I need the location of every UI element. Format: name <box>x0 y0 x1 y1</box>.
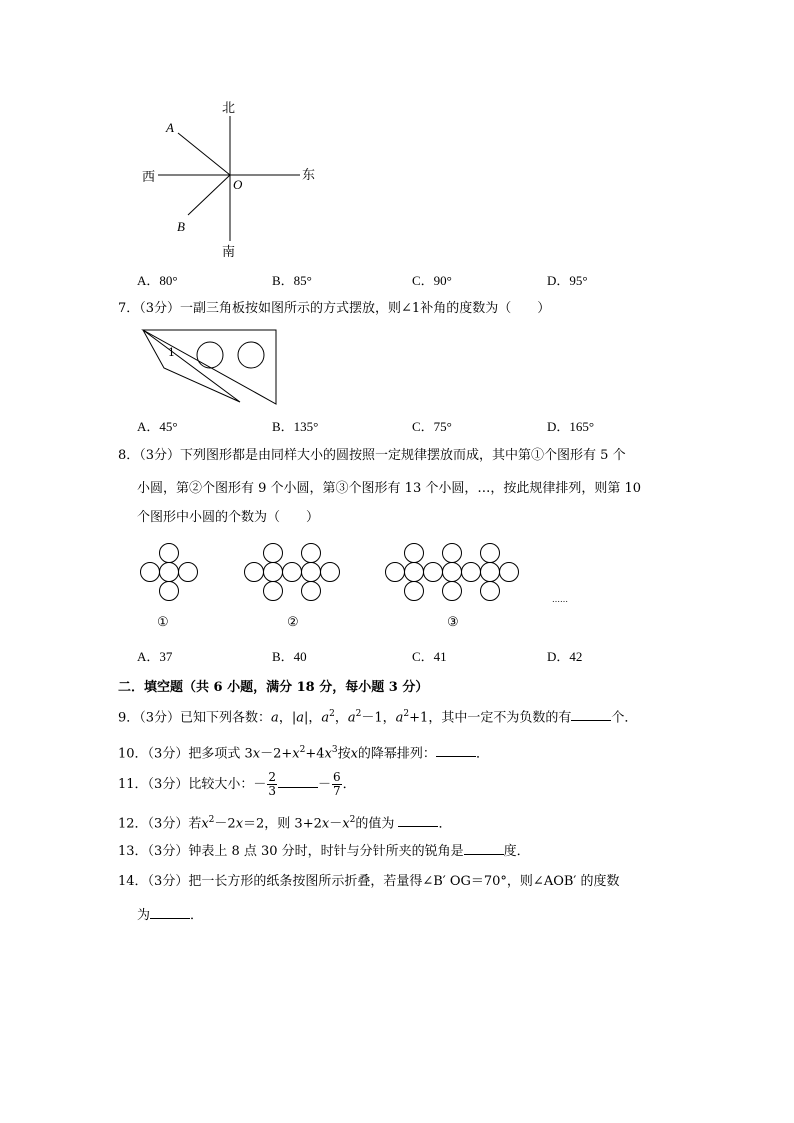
q8-option-b[interactable]: B．40 <box>272 649 307 664</box>
q9-sep3: ， <box>334 710 348 726</box>
q14-answer-blank[interactable] <box>150 906 190 919</box>
pattern-3-circle <box>443 563 462 582</box>
q9-var-a: a <box>271 710 279 726</box>
pattern-3-circle <box>405 582 424 601</box>
q8-stem-line2: 小圆，第②个图形有 9 个小圆，第③个图形有 13 个小圆，…，按此规律排列，则第 10 <box>137 481 642 496</box>
q9-plus1: +1， <box>409 710 442 726</box>
q12-exp1: 2 <box>208 815 215 825</box>
pattern-1-circle <box>160 582 179 601</box>
q9-prefix: 9．（3分）已知下列各数： <box>118 710 272 726</box>
q11-end: ． <box>342 777 356 792</box>
q10-x3: x <box>324 746 332 762</box>
triangle-ruler-2 <box>143 330 240 402</box>
pattern-1-circle <box>179 563 198 582</box>
q12-x4: x <box>342 816 350 832</box>
q9-a-squared-3: a <box>395 710 404 726</box>
pattern-2-circle <box>264 544 283 563</box>
q11-minus: － <box>317 777 331 792</box>
pattern-3-circle <box>462 563 481 582</box>
q12-exp2: 2 <box>349 815 356 825</box>
pattern-3-circle <box>405 544 424 563</box>
label-north: 北 <box>222 101 236 116</box>
compass-diagram <box>130 96 330 266</box>
q9-exp2: 2 <box>355 709 362 719</box>
q14-line2 <box>137 906 203 925</box>
q6-option-a[interactable]: A．80° <box>137 273 178 288</box>
hole-left <box>197 342 223 368</box>
q6-figure <box>130 96 330 266</box>
q12-t3: － <box>329 816 343 832</box>
q9-end: 个． <box>611 710 638 726</box>
pattern-1-circle <box>141 563 160 582</box>
label-west: 西 <box>142 170 156 185</box>
q8-stem-line3: 个图形中小圆的个数为（ ） <box>137 510 320 525</box>
circle-pattern-diagram <box>136 540 536 635</box>
q7-stem: 7．（3分）一副三角板按如图所示的方式摆放，则∠1补角的度数为（ ） <box>118 301 551 316</box>
pattern-3-circle <box>481 582 500 601</box>
q12 <box>118 811 451 833</box>
q7-option-c[interactable]: C．75° <box>412 419 452 434</box>
q13-end: 度． <box>503 844 530 859</box>
pattern-2-circle <box>283 563 302 582</box>
label-O: O <box>233 177 243 192</box>
q9-exp3: 2 <box>403 709 410 719</box>
section-2-title: 二．填空题（共 6 小题，满分 18 分，每小题 3 分） <box>118 680 429 695</box>
q12-t1: －2 <box>214 816 236 832</box>
triangle-set-diagram <box>140 328 280 408</box>
pattern-3-circle <box>386 563 405 582</box>
q8-continuation-dots: …… <box>552 595 568 604</box>
q10-exp2: 2 <box>299 745 306 755</box>
q9 <box>118 705 637 727</box>
q8-option-a[interactable]: A．37 <box>137 649 173 664</box>
frac1-den: 3 <box>268 784 276 798</box>
label-A: A <box>166 120 174 135</box>
pattern-3-circle <box>443 582 462 601</box>
q11-answer-blank[interactable] <box>278 775 318 788</box>
q9-sep2: ， <box>308 710 322 726</box>
q9-answer-blank[interactable] <box>571 708 611 721</box>
q12-x3: x <box>321 816 330 832</box>
pattern-3-circle <box>481 563 500 582</box>
q6-option-b[interactable]: B．85° <box>272 273 312 288</box>
q7-figure <box>140 328 280 408</box>
q6-option-c[interactable]: C．90° <box>412 273 452 288</box>
q9-suffix: 其中一定不为负数的有 <box>441 710 572 726</box>
q10-t2: +4 <box>305 746 325 762</box>
q14-end: ． <box>190 908 204 923</box>
q9-sep1: ， <box>278 710 292 726</box>
fraction-6-7 <box>332 771 342 798</box>
q10-answer-blank[interactable] <box>436 744 476 757</box>
pattern-3-circle <box>443 544 462 563</box>
q7-option-b[interactable]: B．135° <box>272 419 319 434</box>
pattern-2-circle <box>264 563 283 582</box>
fraction-2-3 <box>267 771 277 798</box>
pattern-2-circle <box>302 544 321 563</box>
pattern-3-circle <box>405 563 424 582</box>
q13-answer-blank[interactable] <box>464 842 504 855</box>
q7-option-d[interactable]: D．165° <box>547 419 595 434</box>
pattern-1-circle <box>160 563 179 582</box>
q12-x2: x <box>235 816 244 832</box>
q12-prefix: 12．（3分）若 <box>118 816 202 832</box>
q10-t1: －2+ <box>260 746 293 762</box>
q8-option-d[interactable]: D．42 <box>547 649 583 664</box>
fig-label-2: ② <box>287 615 299 630</box>
q9-abs-a: |a| <box>291 710 309 726</box>
pattern-2-circle <box>302 563 321 582</box>
q12-end: ． <box>438 816 452 832</box>
ray-OB <box>188 175 230 215</box>
q10-t3: 按 <box>337 746 351 762</box>
q10-x1: x <box>252 746 261 762</box>
q9-a-squared: a <box>321 710 330 726</box>
q7-option-a[interactable]: A．45° <box>137 419 178 434</box>
q13-text: 13．（3分）钟表上 8 点 30 分时，时针与分针所夹的锐角是 <box>118 844 464 859</box>
q14-line2-text: 为 <box>137 908 151 923</box>
label-B: B <box>177 219 185 234</box>
pattern-2-circle <box>264 582 283 601</box>
q11 <box>118 770 356 800</box>
q12-answer-blank[interactable] <box>398 814 438 827</box>
q9-a-squared-2: a <box>347 710 356 726</box>
q6-option-d[interactable]: D．95° <box>547 273 588 288</box>
q8-figures <box>136 540 536 635</box>
ray-OA <box>178 133 230 175</box>
fig-label-1: ① <box>157 615 169 630</box>
pattern-2-circle <box>321 563 340 582</box>
q8-stem-line1: 8．（3分）下列图形都是由同样大小的圆按照一定规律摆放而成，其中第①个图形有 5 个 <box>118 448 626 463</box>
pattern-3-circle <box>481 544 500 563</box>
q12-t2: ＝2，则 3+2 <box>243 816 322 832</box>
pattern-1-circle <box>160 544 179 563</box>
q9-minus1: －1， <box>361 710 396 726</box>
frac2-den: 7 <box>332 784 341 798</box>
frac1-num: 2 <box>268 770 276 784</box>
q10 <box>118 741 489 763</box>
pattern-2-circle <box>245 563 264 582</box>
q8-option-c[interactable]: C．41 <box>412 649 447 664</box>
q10-exp3: 3 <box>331 745 338 755</box>
q10-x2: x <box>292 746 300 762</box>
pattern-3-circle <box>500 563 519 582</box>
q13 <box>118 842 530 861</box>
q11-prefix: 11．（3分）比较大小：－ <box>118 777 267 792</box>
hole-right <box>238 342 264 368</box>
q10-prefix: 10．（3分）把多项式 3 <box>118 746 253 762</box>
q10-end: ． <box>475 746 489 762</box>
pattern-2-circle <box>302 582 321 601</box>
fig-label-3: ③ <box>447 615 459 630</box>
angle-1-label: 1 <box>168 346 175 359</box>
q9-exp1: 2 <box>329 709 335 719</box>
pattern-3-circle <box>424 563 443 582</box>
label-south: 南 <box>222 245 236 260</box>
q12-x1: x <box>201 816 209 832</box>
q12-t4: 的值为 <box>355 816 395 832</box>
label-east: 东 <box>302 168 316 183</box>
q10-x4: x <box>350 746 358 762</box>
frac2-num: 6 <box>332 770 341 784</box>
q10-t4: 的降幂排列： <box>357 746 436 762</box>
q14-line1: 14．（3分）把一长方形的纸条按图所示折叠，若量得∠B′ OG＝70°，则∠AOB′ 的度数 <box>118 874 620 889</box>
